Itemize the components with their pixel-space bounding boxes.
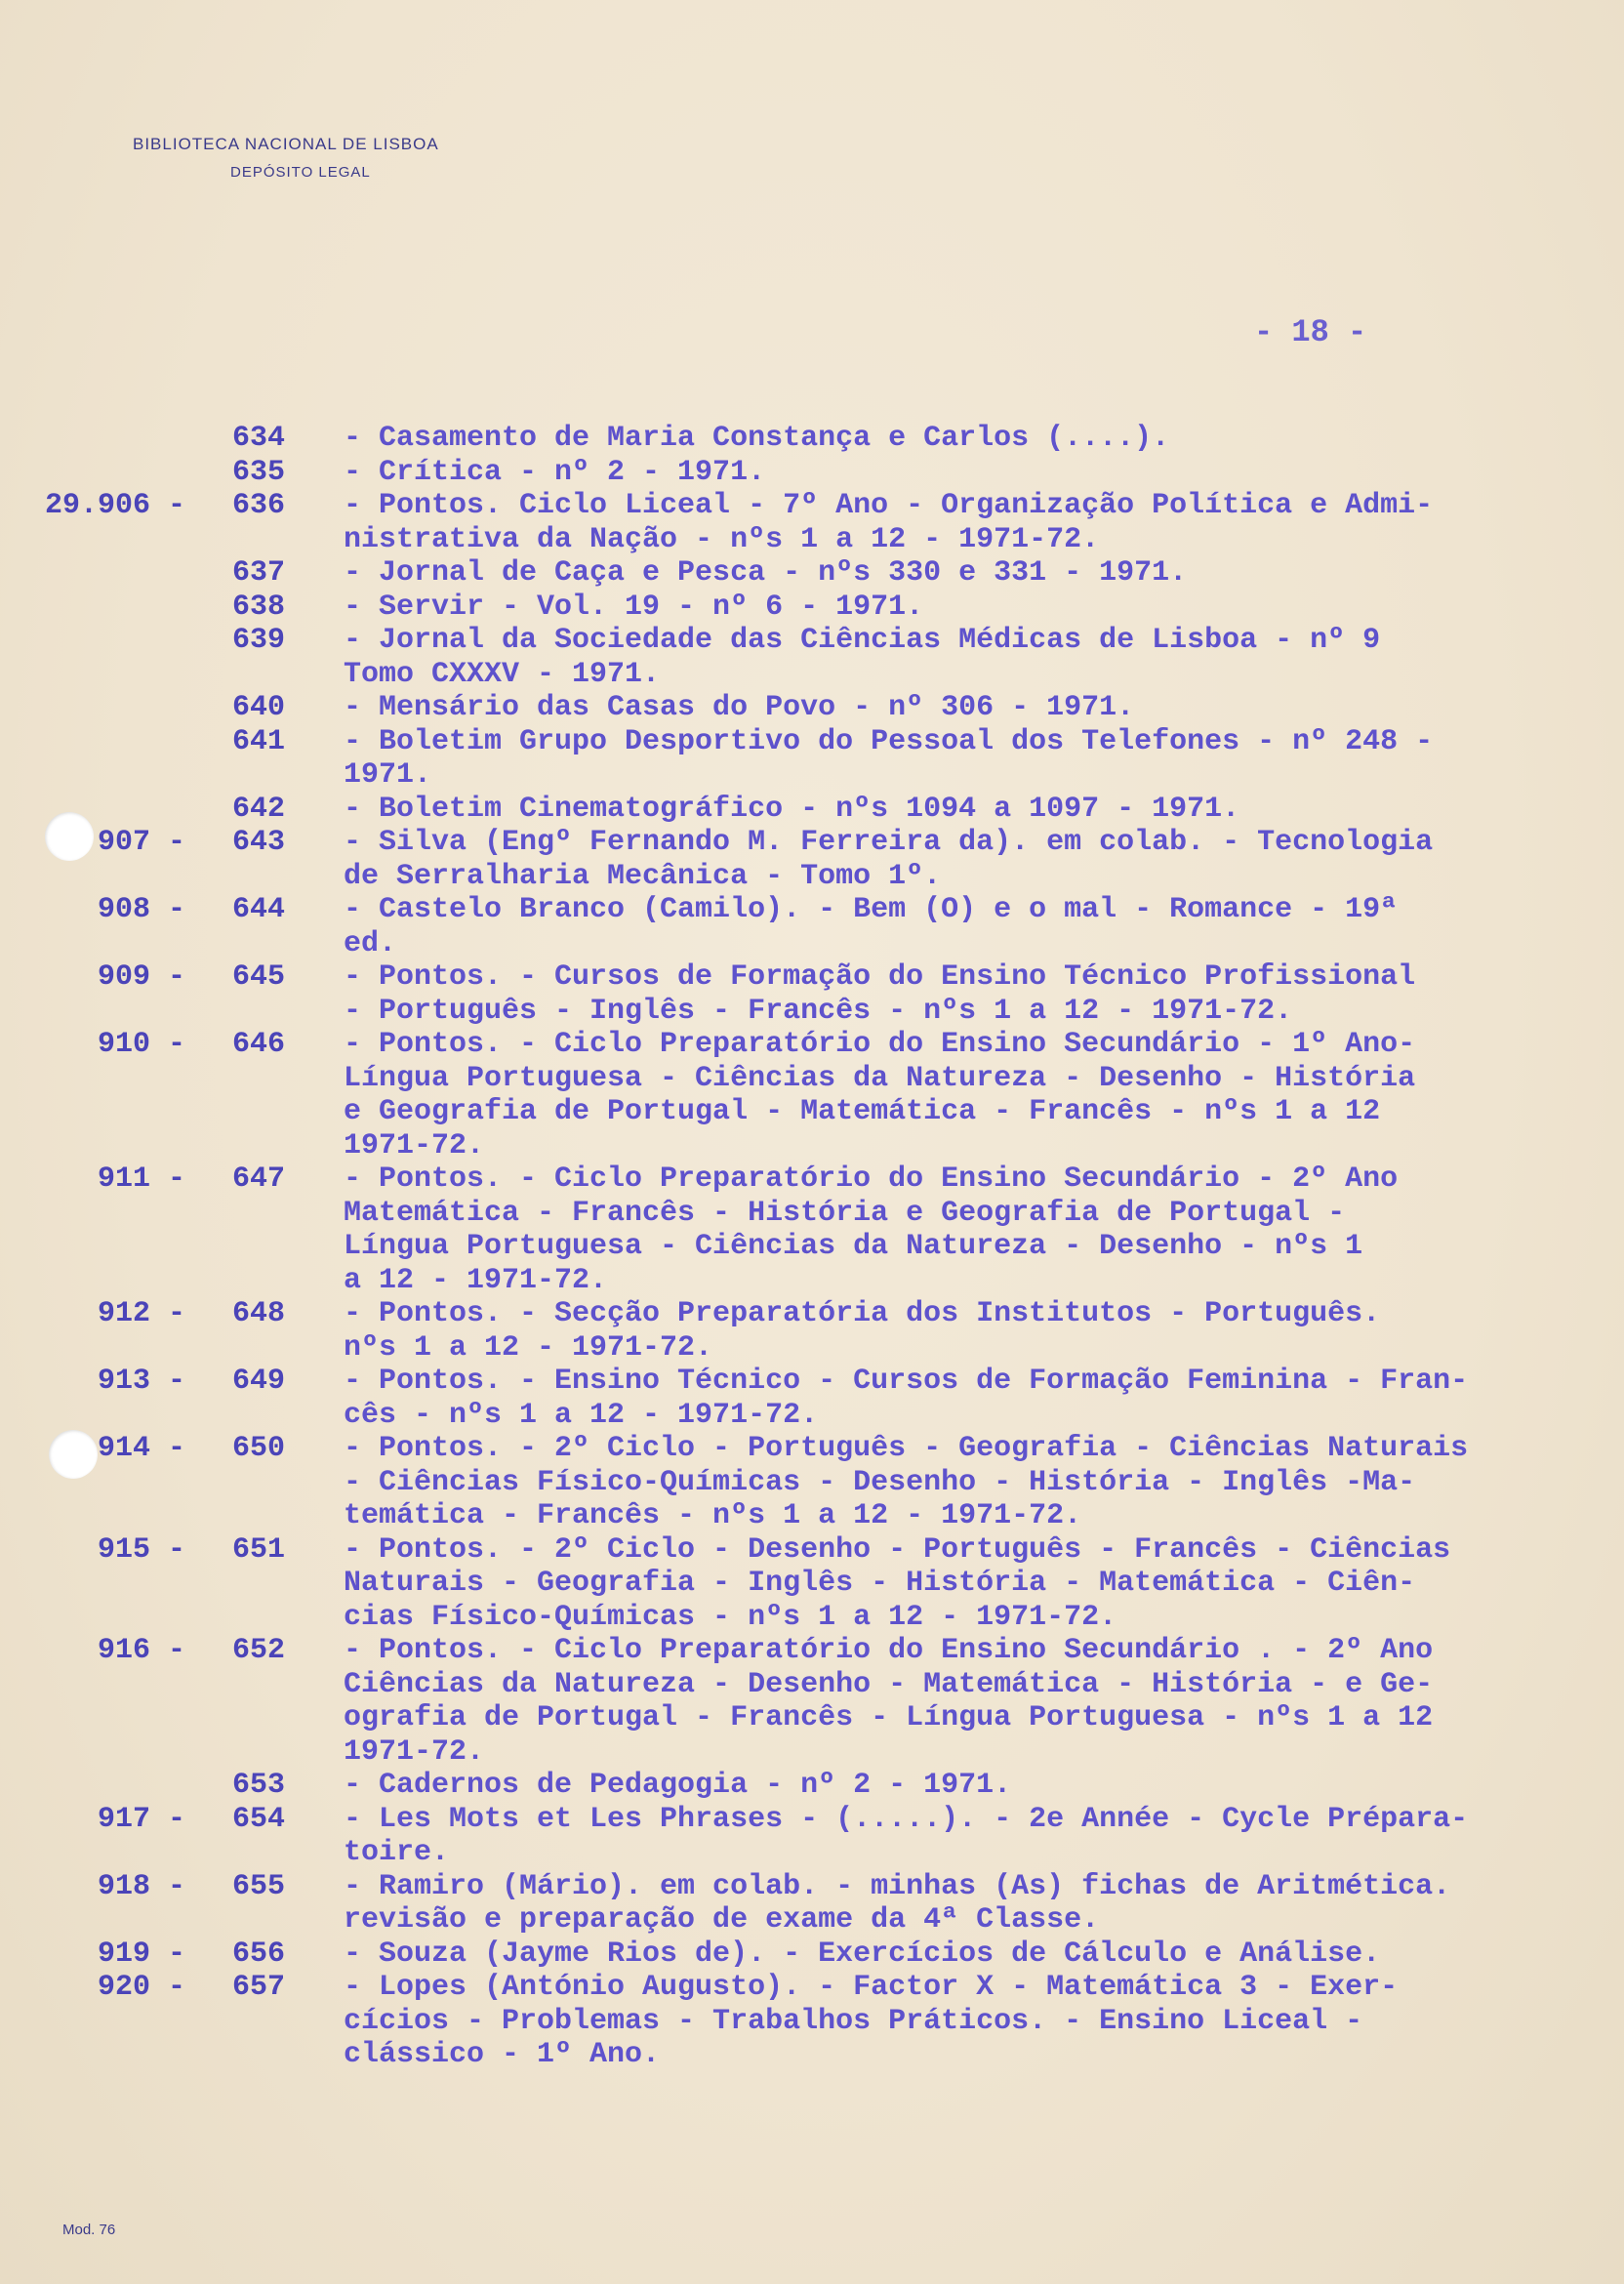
- deposit-number: 648: [232, 1297, 286, 1330]
- deposit-number: 644: [232, 893, 286, 926]
- list-item: [0, 1937, 1624, 1972]
- entry-text: - Lopes (António Augusto). - Factor X - Matemática 3 - Exer- cícios - Problemas - Trabalhos Práticos. - Ensino Liceal - clássico - 1º Ano.: [344, 1971, 1399, 2071]
- list-item: [0, 793, 1624, 827]
- registration-number: 917 -: [97, 1802, 185, 1836]
- list-item: [0, 1028, 1624, 1162]
- deposit-number: 653: [232, 1769, 286, 1802]
- list-item: [0, 624, 1624, 691]
- list-item: [0, 691, 1624, 725]
- deposit-number: 651: [232, 1532, 286, 1567]
- deposit-number: 647: [232, 1162, 286, 1196]
- entry-text: - Castelo Branco (Camilo). - Bem (O) e o mal - Romance - 19ª ed.: [344, 893, 1399, 960]
- entry-text: - Pontos. - Ciclo Preparatório do Ensino Secundário - 2º Ano Matemática - Francês - História e Geografia de Portugal - Língua Portuguesa - Ciências da Natureza - Desenho - nºs 1 a 12 - 1971-72.: [344, 1162, 1399, 1297]
- letterhead: [133, 135, 439, 181]
- list-item: [0, 725, 1624, 793]
- entry-text: - Silva (Engº Fernando M. Ferreira da). em colab. - Tecnologia de Serralharia Mecânica - Tomo 1º.: [344, 826, 1434, 893]
- list-item: [0, 960, 1624, 1028]
- deposit-number: 641: [232, 724, 286, 758]
- deposit-number: 654: [232, 1802, 286, 1836]
- list-item: [0, 456, 1624, 490]
- deposit-number: 646: [232, 1028, 286, 1061]
- list-item: [0, 556, 1624, 591]
- registration-number: 910 -: [97, 1028, 185, 1061]
- deposit-number: 656: [232, 1937, 286, 1971]
- entry-text: - Pontos. Ciclo Liceal - 7º Ano - Organização Política e Admi- nistrativa da Nação - nºs 1 a 12 - 1971-72.: [344, 489, 1434, 556]
- registration-number: 920 -: [97, 1971, 185, 2004]
- list-item: [0, 591, 1624, 625]
- entry-text: - Servir - Vol. 19 - nº 6 - 1971.: [344, 590, 924, 624]
- deposit-number: 640: [232, 691, 286, 724]
- list-item: [0, 1365, 1624, 1432]
- deposit-number: 645: [232, 960, 286, 994]
- registration-number: 918 -: [97, 1869, 185, 1903]
- deposit-number: 635: [232, 455, 286, 489]
- entry-text: - Souza (Jayme Rios de). - Exercícios de Cálculo e Análise.: [344, 1937, 1381, 1971]
- entry-text: - Boletim Grupo Desportivo do Pessoal dos Telefones - nº 248 - 1971.: [344, 724, 1434, 792]
- deposit-number: 634: [232, 422, 286, 455]
- entry-text: - Pontos. - 2º Ciclo - Português - Geografia - Ciências Naturais - Ciências Físico-Químicas - Desenho - História - Inglês -Ma- temática - Francês - nºs 1 a 12 - 1971-72.: [344, 1432, 1469, 1532]
- entry-text: - Pontos. - Ensino Técnico - Cursos de Formação Feminina - Fran- cês - nºs 1 a 12 - 1971-72.: [344, 1365, 1469, 1432]
- list-item: [0, 1634, 1624, 1769]
- form-model: Mod. 76: [62, 2222, 116, 2238]
- list-item: [0, 489, 1624, 556]
- deposit-number: 637: [232, 556, 286, 590]
- registration-number: 909 -: [97, 960, 185, 994]
- deposit-number: 639: [232, 624, 286, 657]
- list-item: [0, 422, 1624, 456]
- entry-text: - Ramiro (Mário). em colab. - minhas (As) fichas de Aritmética. revisão e preparação de exame da 4ª Classe.: [344, 1869, 1451, 1937]
- entry-text: - Pontos. - Secção Preparatória dos Institutos - Português. nºs 1 a 12 - 1971-72.: [344, 1297, 1381, 1365]
- list-item: [0, 893, 1624, 960]
- deposit-number: 652: [232, 1634, 286, 1667]
- registration-number: 914 -: [97, 1432, 185, 1465]
- registration-number: 908 -: [97, 893, 185, 926]
- registration-number: 907 -: [97, 826, 185, 859]
- deposit-number: 643: [232, 826, 286, 859]
- entry-text: - Jornal da Sociedade das Ciências Médicas de Lisboa - nº 9 Tomo CXXXV - 1971.: [344, 624, 1381, 691]
- registration-number: 912 -: [97, 1297, 185, 1330]
- deposit-number: 636: [232, 489, 286, 522]
- entry-text: - Jornal de Caça e Pesca - nºs 330 e 331 - 1971.: [344, 556, 1188, 590]
- deposit-number: 657: [232, 1971, 286, 2004]
- list-item: [0, 1432, 1624, 1533]
- list-item: [0, 1803, 1624, 1870]
- entry-list: [0, 422, 1624, 2072]
- list-item: [0, 1769, 1624, 1803]
- deposit-number: 649: [232, 1365, 286, 1398]
- deposit-number: 638: [232, 590, 286, 624]
- entry-text: - Pontos. - Ciclo Preparatório do Ensino Secundário - 1º Ano- Língua Portuguesa - Ciências da Natureza - Desenho - História e Geografia de Portugal - Matemática - Francês - nºs 1 a 12 1971-72.: [344, 1028, 1416, 1162]
- list-item: [0, 1297, 1624, 1365]
- registration-number: 915 -: [97, 1532, 185, 1567]
- entry-text: - Pontos. - Ciclo Preparatório do Ensino Secundário . - 2º Ano Ciências da Natureza - Desenho - Matemática - História - e Ge- ografia de Portugal - Francês - Língua Portuguesa - nºs 1 a 12 1971-72.: [344, 1634, 1434, 1769]
- entry-text: - Boletim Cinematográfico - nºs 1094 a 1097 - 1971.: [344, 792, 1240, 826]
- list-item: [0, 1870, 1624, 1937]
- registration-number: 916 -: [97, 1634, 185, 1667]
- registration-number: 919 -: [97, 1937, 185, 1971]
- list-item: [0, 1971, 1624, 2072]
- list-item: [0, 1533, 1624, 1635]
- entry-text: - Pontos. - 2º Ciclo - Desenho - Português - Francês - Ciências Naturais - Geografia - Inglês - História - Matemática - Ciên- cias Físico-Químicas - nºs 1 a 12 - 1971-72.: [344, 1532, 1451, 1634]
- entry-text: - Pontos. - Cursos de Formação do Ensino Técnico Profissional - Português - Inglês - Francês - nºs 1 a 12 - 1971-72.: [344, 960, 1416, 1028]
- list-item: [0, 1162, 1624, 1297]
- letterhead-institution: BIBLIOTECA NACIONAL DE LISBOA: [133, 135, 439, 153]
- entry-text: - Mensário das Casas do Povo - nº 306 - 1971.: [344, 691, 1135, 724]
- deposit-number: 655: [232, 1869, 286, 1903]
- registration-number: 911 -: [97, 1162, 185, 1196]
- deposit-number: 650: [232, 1432, 286, 1465]
- entry-text: - Cadernos de Pedagogia - nº 2 - 1971.: [344, 1769, 1012, 1802]
- registration-number: 29.906 -: [44, 489, 185, 522]
- registration-number: 913 -: [97, 1365, 185, 1398]
- entry-text: - Les Mots et Les Phrases - (.....). - 2e Année - Cycle Prépara- toire.: [344, 1802, 1469, 1869]
- deposit-number: 642: [232, 792, 286, 826]
- list-item: [0, 826, 1624, 893]
- letterhead-department: DEPÓSITO LEGAL: [230, 164, 371, 181]
- page-number: - 18 -: [1254, 314, 1367, 350]
- entry-text: - Crítica - nº 2 - 1971.: [344, 455, 766, 489]
- entry-text: - Casamento de Maria Constança e Carlos (....).: [344, 422, 1170, 455]
